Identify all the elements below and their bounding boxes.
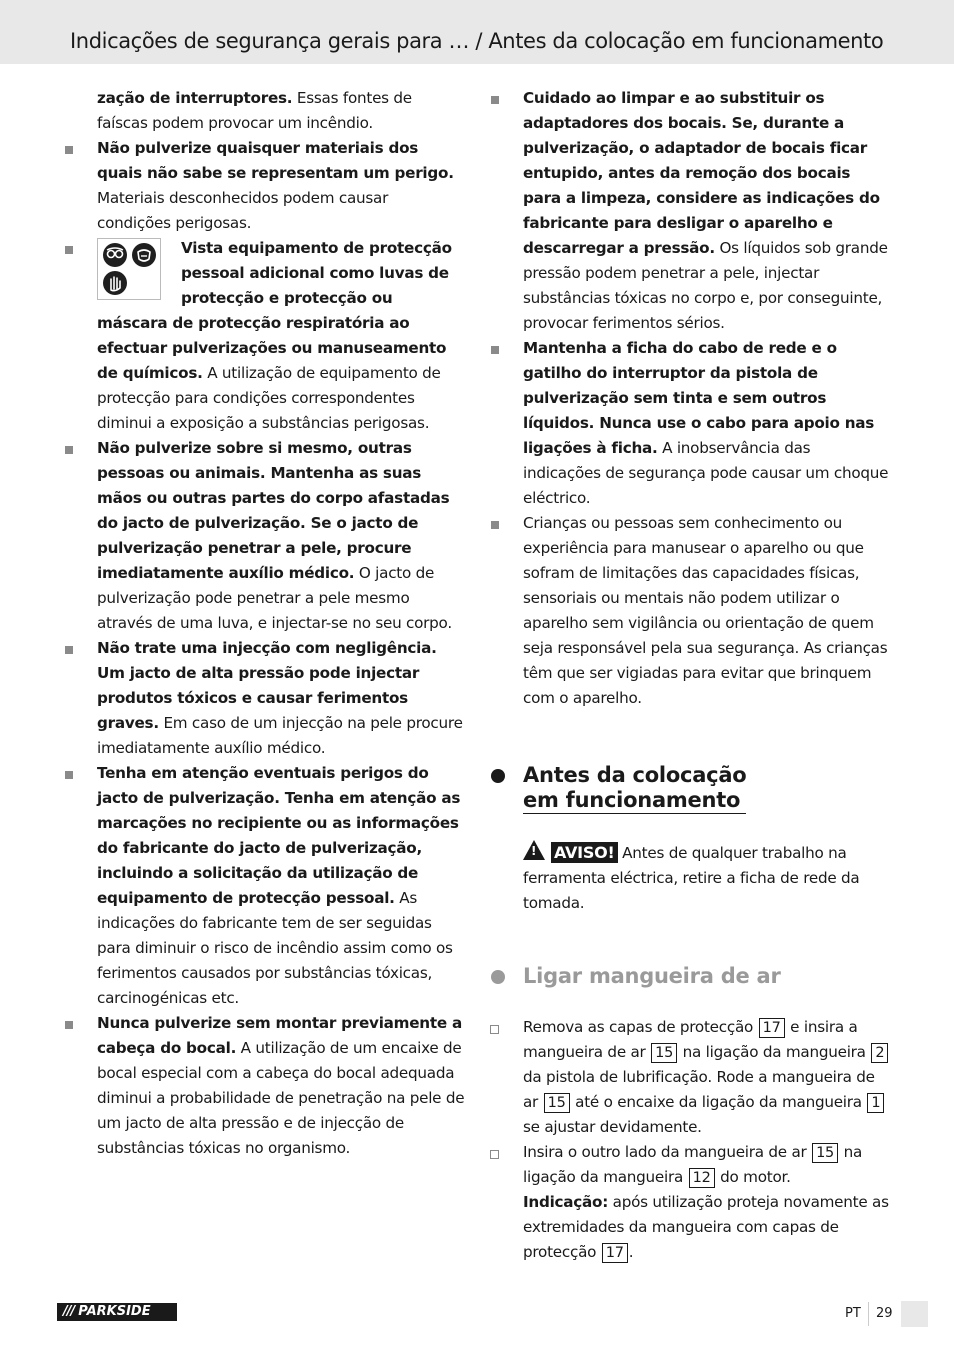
ppe-icons bbox=[97, 238, 161, 300]
list-item bbox=[97, 136, 465, 236]
heading-line-1: Antes da colocação bbox=[523, 763, 747, 787]
list-item bbox=[97, 636, 465, 761]
page-tab-marker bbox=[901, 1301, 928, 1327]
item-bold: zação de interruptores. bbox=[97, 89, 293, 107]
warning-text: Antes de qualquer trabalho na ferramenta eléctrica, retire a ficha de rede da tomada. bbox=[523, 844, 860, 912]
step-text: . bbox=[628, 1243, 634, 1261]
list-item bbox=[523, 336, 890, 511]
part-reference: 15 bbox=[812, 1143, 838, 1163]
item-bold: Cuidado ao limpar e ao substituir os adaptadores dos bocais. Se, durante a pulverização, o adaptador de bocais ficar entupido, antes da remoção dos bocais para a limpeza, considere as indicações do fabricante para desligar o aparelho e descarregar a pressão. bbox=[523, 89, 880, 257]
step-text: na ligação da mangueira bbox=[678, 1043, 871, 1061]
list-item bbox=[523, 86, 890, 336]
page-title: Indicações de segurança gerais para … / Antes da colocação em funcionamento bbox=[70, 29, 884, 53]
part-reference: 1 bbox=[867, 1093, 884, 1113]
note-label: Indicação: bbox=[523, 1193, 609, 1211]
heading-text bbox=[523, 763, 746, 814]
item-bold: Vista equipamento de protecção pessoal adicional como luvas de protecção e protecção ou máscara de protecção respiratória ao efectuar pulverizações ou manuseamento de químicos. bbox=[97, 239, 452, 382]
part-reference: 2 bbox=[871, 1043, 888, 1063]
item-text: A utilização de um encaixe de bocal especial com a cabeça do bocal adequada diminui a probabilidade de penetração na pele de um jacto de alta pressão e de injecção de substâncias tóxicas no organismo. bbox=[97, 1039, 465, 1157]
hollow-square-bullet-icon bbox=[490, 1025, 499, 1034]
list-item bbox=[97, 1011, 465, 1161]
footer-divider bbox=[868, 1302, 869, 1326]
warning-badge: AVISO! bbox=[551, 842, 618, 863]
section-heading-air-hose bbox=[523, 964, 890, 989]
item-bold: Não trate uma injecção com negligência. Um jacto de alta pressão pode injectar produtos tóxicos e causar ferimentos graves. bbox=[97, 639, 437, 732]
brand-name: PARKSIDE bbox=[78, 1304, 151, 1319]
item-bold: Não pulverize sobre si mesmo, outras pessoas ou animais. Mantenha as suas mãos ou outras partes do corpo afastadas do jacto de pulverização. Se o jacto de pulverização penetrar a pele, procure imediatamente auxílio médico. bbox=[97, 439, 450, 582]
hollow-square-bullet-icon bbox=[490, 1150, 499, 1159]
part-reference: 15 bbox=[544, 1093, 570, 1113]
square-bullet-icon bbox=[65, 1021, 73, 1029]
square-bullet-icon bbox=[65, 646, 73, 654]
part-reference: 17 bbox=[602, 1243, 628, 1263]
step-item bbox=[523, 1015, 890, 1140]
language-code: PT bbox=[845, 1306, 861, 1321]
item-text: Crianças ou pessoas sem conhecimento ou experiência para manusear o aparelho ou que sofram de limitações das capacidades físicas, sensoriais ou mentais não podem utilizar o aparelho sem vigilância ou orientação de quem seja responsável pela sua segurança. As crianças têm que ser vigiadas para evitar que brinquem com o aparelho. bbox=[523, 514, 888, 707]
item-bold: Não pulverize quaisquer materiais dos quais não sabe se representam um perigo. bbox=[97, 139, 454, 182]
square-bullet-icon bbox=[65, 146, 73, 154]
page-number: 29 bbox=[876, 1306, 893, 1321]
item-text: Em caso de um injecção na pele procure imediatamente auxílio médico. bbox=[97, 714, 463, 757]
square-bullet-icon bbox=[491, 346, 499, 354]
item-text: Essas fontes de faíscas podem provocar um incêndio. bbox=[97, 89, 412, 132]
square-bullet-icon bbox=[65, 446, 73, 454]
list-item bbox=[97, 236, 465, 436]
step-text: até o encaixe da ligação da mangueira bbox=[570, 1093, 867, 1111]
square-bullet-icon bbox=[491, 521, 499, 529]
step-text: e insira a mangueira de ar bbox=[523, 1018, 858, 1061]
item-text: Os líquidos sob grande pressão podem penetrar a pele, injectar substâncias tóxicas no corpo e, por conseguinte, provocar ferimentos sérios. bbox=[523, 239, 888, 332]
list-item bbox=[97, 436, 465, 636]
step-text: do motor. bbox=[715, 1168, 791, 1186]
part-reference: 17 bbox=[759, 1018, 785, 1038]
item-text: As indicações do fabricante tem de ser seguidas para diminuir o risco de incêndio assim como os ferimentos causados por substâncias tóxicas, carcinogénicas etc. bbox=[97, 889, 453, 1007]
step-item bbox=[523, 1140, 890, 1265]
left-column bbox=[97, 86, 465, 1161]
round-bullet-icon bbox=[491, 769, 505, 783]
list-item bbox=[97, 86, 465, 136]
section-heading-before-use bbox=[523, 763, 890, 814]
glove-icon bbox=[103, 271, 127, 295]
part-reference: 15 bbox=[651, 1043, 677, 1063]
item-text: Materiais desconhecidos podem causar condições perigosas. bbox=[97, 189, 389, 232]
step-text: na ligação da mangueira bbox=[523, 1143, 863, 1186]
step-text: se ajustar devidamente. bbox=[523, 1118, 702, 1136]
mask-icon bbox=[132, 243, 156, 267]
goggles-icon bbox=[103, 243, 127, 267]
item-text: A inobservância das indicações de segurança pode causar um choque eléctrico. bbox=[523, 439, 889, 507]
warning-triangle-icon bbox=[523, 840, 545, 860]
item-text: A utilização de equipamento de protecção para condições correspondentes diminui a exposição a substâncias perigosas. bbox=[97, 364, 441, 432]
list-item bbox=[523, 511, 890, 711]
item-text: O jacto de pulverização pode penetrar a pele mesmo através de uma luva, e injectar-se no seu corpo. bbox=[97, 564, 452, 632]
square-bullet-icon bbox=[65, 246, 73, 254]
warning-paragraph bbox=[523, 840, 890, 916]
square-bullet-icon bbox=[491, 96, 499, 104]
step-text: após utilização proteja novamente as extremidades da mangueira com capas de protecção bbox=[523, 1193, 889, 1261]
heading-line-2: em funcionamento bbox=[523, 788, 741, 812]
right-column bbox=[523, 86, 890, 1265]
item-bold: Tenha em atenção eventuais perigos do jacto de pulverização. Tenha em atenção as marcações no recipiente ou as informações do fabricante do jacto de pulverização, incluindo a solicitação da utilização de equipamento de protecção pessoal. bbox=[97, 764, 461, 907]
list-item bbox=[97, 761, 465, 1011]
step-text: Remova as capas de protecção bbox=[523, 1018, 758, 1036]
brand-logo: /// PARKSIDE bbox=[57, 1303, 177, 1321]
heading-text: Ligar mangueira de ar bbox=[523, 964, 781, 988]
round-bullet-icon bbox=[491, 970, 505, 984]
step-text: da pistola de lubrificação. Rode a mangueira de ar bbox=[523, 1068, 875, 1111]
step-text: Insira o outro lado da mangueira de ar bbox=[523, 1143, 812, 1161]
item-bold: Mantenha a ficha do cabo de rede e o gatilho do interruptor da pistola de pulverização sem tinta e sem outros líquidos. Nunca use o cabo para apoio nas ligações à ficha. bbox=[523, 339, 875, 457]
part-reference: 12 bbox=[689, 1168, 715, 1188]
item-bold: Nunca pulverize sem montar previamente a cabeça do bocal. bbox=[97, 1014, 462, 1057]
square-bullet-icon bbox=[65, 771, 73, 779]
